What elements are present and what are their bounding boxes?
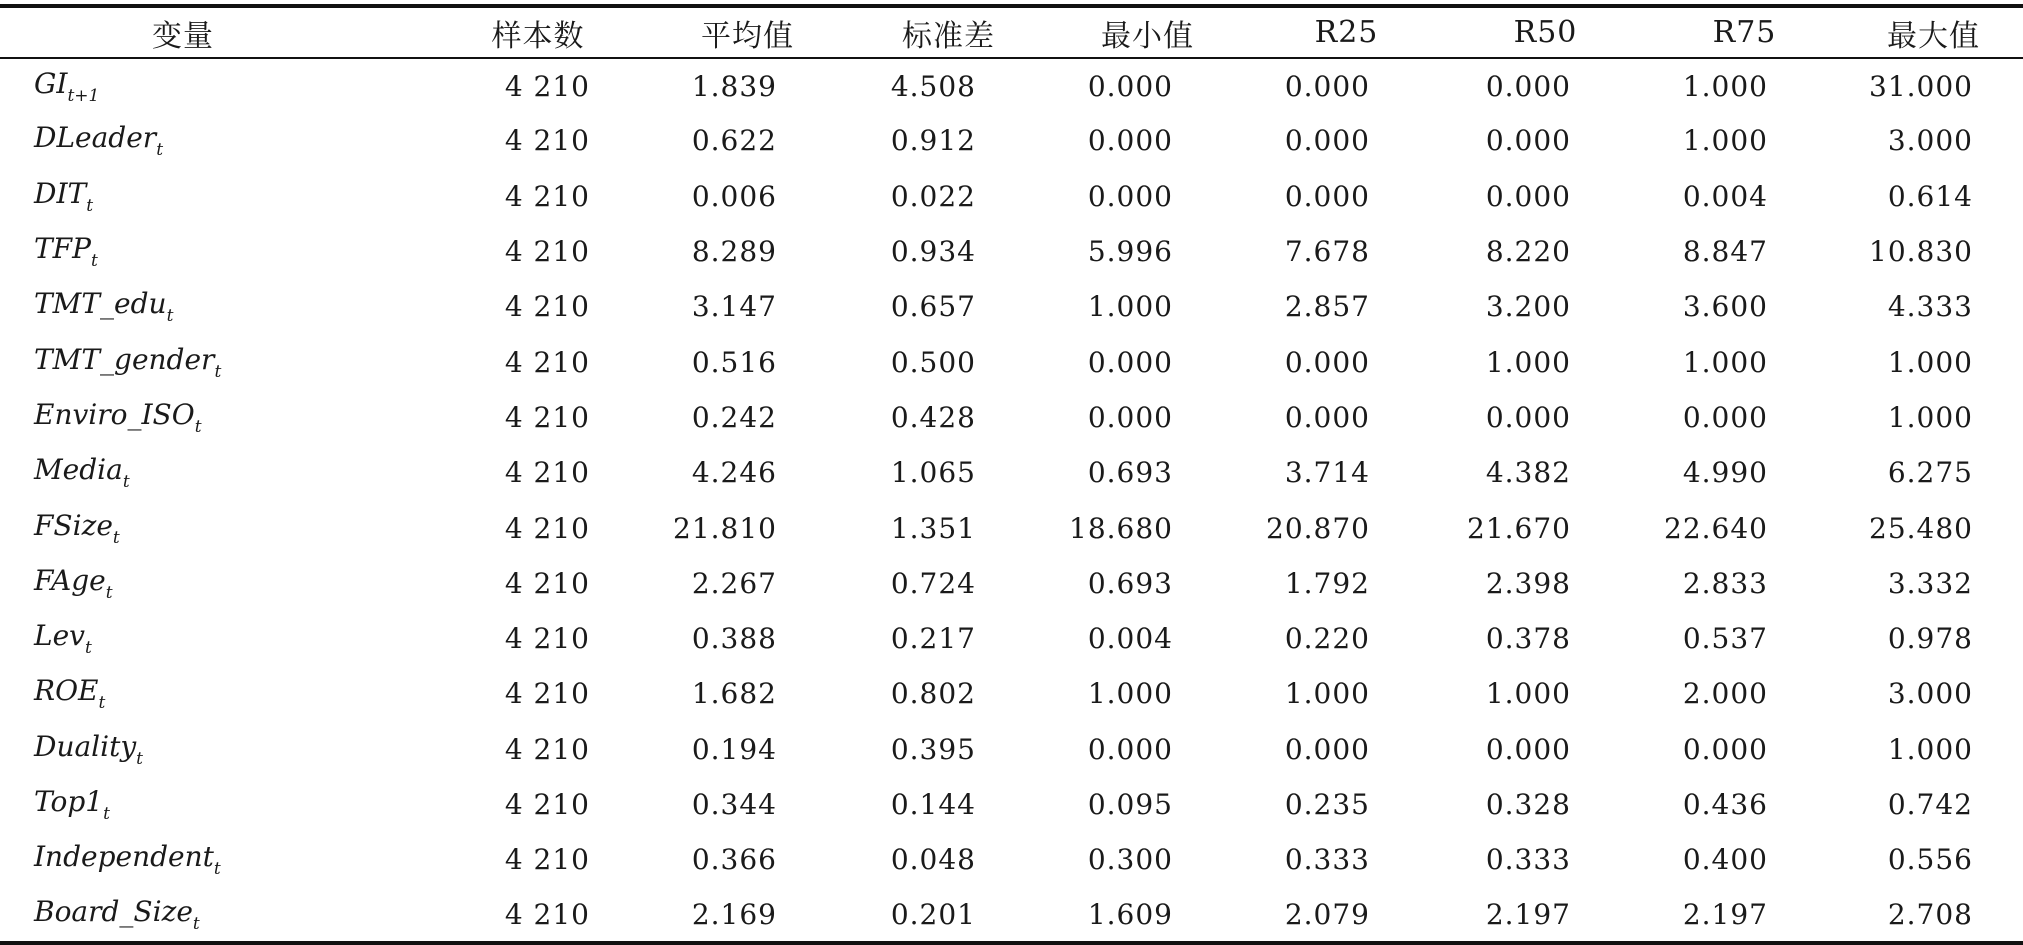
value-min: 0.000 xyxy=(1087,124,1173,158)
table-row xyxy=(0,832,2023,887)
value-std-dev: 0.144 xyxy=(890,788,976,821)
header-r50: R50 xyxy=(1446,6,1645,58)
value-max: 6.275 xyxy=(1887,456,1973,490)
value-mean: 0.242 xyxy=(691,400,777,434)
value-min: 0.000 xyxy=(1087,345,1173,379)
value-std-dev: 0.201 xyxy=(849,887,1048,942)
descriptive-statistics-table xyxy=(0,4,2023,945)
variable-name: GI xyxy=(34,66,68,100)
value-mean: 0.516 xyxy=(691,345,777,379)
variable-name: Duality xyxy=(34,729,137,763)
variable-name: Lev xyxy=(34,619,85,653)
value-max: 3.000 xyxy=(1887,677,1973,711)
value-r25: 1.000 xyxy=(1284,677,1370,711)
value-mean: 2.267 xyxy=(691,566,777,600)
value-mean: 0.622 xyxy=(691,124,777,158)
table-row xyxy=(0,224,2023,279)
value-std-dev: 1.351 xyxy=(890,511,976,545)
value-std-dev: 0.395 xyxy=(890,732,976,766)
value-r50: 2.398 xyxy=(1485,566,1571,600)
table-row xyxy=(0,777,2023,832)
table-row xyxy=(0,556,2023,611)
value-r75: 1.000 xyxy=(1682,69,1768,103)
header-max: 最大值 xyxy=(1844,6,2023,58)
variable-subscript: t xyxy=(136,748,143,769)
value-r25: 0.000 xyxy=(1284,732,1370,766)
value-mean: 0.388 xyxy=(691,622,777,656)
variable-name-cell xyxy=(0,169,430,224)
value-sample-size: 4 210 xyxy=(504,400,590,434)
value-sample-size: 4 210 xyxy=(504,622,590,656)
value-sample-size: 4 210 xyxy=(504,345,590,379)
variable-name-cell xyxy=(0,279,430,334)
value-r25: 1.792 xyxy=(1284,566,1370,600)
value-max: 1.000 xyxy=(1887,345,1973,379)
value-r50: 0.333 xyxy=(1485,843,1571,877)
variable-subscript: t xyxy=(214,361,222,382)
header-std-dev: 标准差 xyxy=(849,6,1048,58)
variable-name: TFP xyxy=(34,232,91,266)
variable-subscript: t xyxy=(84,638,92,659)
variable-subscript: t+1 xyxy=(67,85,100,106)
value-r25: 0.000 xyxy=(1284,345,1370,379)
value-r75: 2.000 xyxy=(1682,677,1768,711)
value-min: 0.300 xyxy=(1087,843,1173,877)
value-r25: 20.870 xyxy=(1266,511,1370,545)
value-r25: 0.220 xyxy=(1284,622,1370,656)
value-sample-size: 4 210 xyxy=(504,179,590,213)
value-r25: 2.857 xyxy=(1284,290,1370,324)
variable-name: Board_Size xyxy=(34,894,193,928)
value-std-dev: 0.428 xyxy=(890,400,976,434)
value-min: 0.693 xyxy=(1087,456,1173,490)
variable-name-cell xyxy=(0,224,430,279)
variable-name-cell xyxy=(0,777,430,832)
variable-name-cell xyxy=(0,722,430,777)
value-r75: 8.847 xyxy=(1682,235,1768,269)
value-max: 1.000 xyxy=(1887,732,1973,766)
variable-subscript: t xyxy=(98,693,106,714)
value-sample-size: 4 210 xyxy=(504,677,590,711)
value-r50: 21.670 xyxy=(1467,511,1571,545)
value-max: 0.978 xyxy=(1887,622,1973,656)
value-r75: 2.197 xyxy=(1645,887,1844,942)
value-sample-size: 4 210 xyxy=(504,456,590,490)
value-r50: 0.000 xyxy=(1485,732,1571,766)
value-r50: 2.197 xyxy=(1446,887,1645,942)
table-row xyxy=(0,611,2023,666)
value-min: 0.000 xyxy=(1087,732,1173,766)
value-r50: 0.000 xyxy=(1485,124,1571,158)
value-r50: 1.000 xyxy=(1485,677,1571,711)
value-r75: 3.600 xyxy=(1682,290,1768,324)
variable-name-cell xyxy=(0,390,430,445)
value-mean: 2.169 xyxy=(646,887,849,942)
variable-subscript: t xyxy=(194,416,202,437)
value-r25: 2.079 xyxy=(1247,887,1446,942)
value-r25: 0.000 xyxy=(1284,400,1370,434)
value-r75: 0.004 xyxy=(1682,179,1768,213)
value-min: 1.000 xyxy=(1087,677,1173,711)
table-row xyxy=(0,390,2023,445)
value-mean: 21.810 xyxy=(673,511,777,545)
table-row xyxy=(0,279,2023,334)
value-min: 5.996 xyxy=(1087,235,1173,269)
value-max: 3.000 xyxy=(1887,124,1973,158)
value-r75: 1.000 xyxy=(1682,124,1768,158)
header-min: 最小值 xyxy=(1048,6,1247,58)
value-r75: 0.400 xyxy=(1682,843,1768,877)
value-sample-size: 4 210 xyxy=(504,124,590,158)
variable-name: TMT_edu xyxy=(34,287,167,321)
value-std-dev: 1.065 xyxy=(890,456,976,490)
value-std-dev: 0.657 xyxy=(890,290,976,324)
value-std-dev: 0.500 xyxy=(890,345,976,379)
value-r50: 1.000 xyxy=(1485,345,1571,379)
variable-subscript: t xyxy=(166,306,174,327)
value-r75: 0.436 xyxy=(1682,788,1768,821)
variable-name-cell xyxy=(0,58,430,113)
value-min: 1.000 xyxy=(1087,290,1173,324)
value-sample-size: 4 210 xyxy=(504,69,590,103)
variable-name-cell xyxy=(0,832,430,887)
value-r25: 7.678 xyxy=(1284,235,1370,269)
variable-name: ROE xyxy=(34,674,99,708)
value-sample-size: 4 210 xyxy=(430,887,646,942)
variable-name-cell xyxy=(0,334,430,389)
value-max: 1.000 xyxy=(1887,400,1973,434)
value-r25: 0.000 xyxy=(1284,124,1370,158)
variable-name-cell xyxy=(0,611,430,666)
value-min: 0.000 xyxy=(1087,179,1173,213)
value-mean: 1.682 xyxy=(691,677,777,711)
value-min: 0.000 xyxy=(1087,400,1173,434)
variable-subscript: t xyxy=(105,582,113,603)
value-mean: 8.289 xyxy=(691,235,777,269)
value-max: 0.556 xyxy=(1887,843,1973,877)
table-row xyxy=(0,887,2023,942)
variable-name-cell xyxy=(0,500,430,555)
value-r25: 0.235 xyxy=(1284,788,1370,821)
variable-name-cell xyxy=(0,887,430,942)
value-mean: 0.194 xyxy=(691,732,777,766)
value-max: 0.742 xyxy=(1887,788,1973,821)
value-r25: 3.714 xyxy=(1284,456,1370,490)
value-std-dev: 0.022 xyxy=(890,179,976,213)
variable-subscript: t xyxy=(192,913,200,934)
value-r50: 0.000 xyxy=(1485,69,1571,103)
table-row xyxy=(0,445,2023,500)
table-row xyxy=(0,334,2023,389)
value-r75: 1.000 xyxy=(1682,345,1768,379)
value-min: 18.680 xyxy=(1069,511,1173,545)
value-r75: 4.990 xyxy=(1682,456,1768,490)
value-std-dev: 0.802 xyxy=(890,677,976,711)
variable-subscript: t xyxy=(112,527,120,548)
variable-name-cell xyxy=(0,666,430,721)
variable-name-cell xyxy=(0,113,430,168)
value-min: 1.609 xyxy=(1048,887,1247,942)
header-variable: 变量 xyxy=(0,6,430,58)
value-r50: 0.000 xyxy=(1485,179,1571,213)
value-r50: 3.200 xyxy=(1485,290,1571,324)
value-r75: 22.640 xyxy=(1664,511,1768,545)
table-row xyxy=(0,666,2023,721)
value-min: 0.095 xyxy=(1087,788,1173,821)
header-mean: 平均值 xyxy=(646,6,849,58)
table-row xyxy=(0,58,2023,113)
value-max: 31.000 xyxy=(1869,69,1973,103)
header-row xyxy=(0,6,2023,58)
variable-name: DIT xyxy=(34,176,87,210)
variable-subscript: t xyxy=(86,195,94,216)
value-sample-size: 4 210 xyxy=(504,732,590,766)
variable-subscript: t xyxy=(213,859,221,880)
value-r75: 0.537 xyxy=(1682,622,1768,656)
variable-name: DLeader xyxy=(34,121,157,155)
value-min: 0.000 xyxy=(1087,69,1173,103)
value-max: 3.332 xyxy=(1887,566,1973,600)
header-r75: R75 xyxy=(1645,6,1844,58)
value-sample-size: 4 210 xyxy=(504,788,590,821)
value-sample-size: 4 210 xyxy=(504,290,590,324)
value-mean: 1.839 xyxy=(691,69,777,103)
value-sample-size: 4 210 xyxy=(504,511,590,545)
value-sample-size: 4 210 xyxy=(504,235,590,269)
variable-name: TMT_gender xyxy=(34,342,215,376)
table-body xyxy=(0,58,2023,943)
variable-name: Enviro_ISO xyxy=(34,397,195,431)
variable-name: Media xyxy=(34,453,123,487)
variable-subscript: t xyxy=(103,804,110,824)
value-max: 0.614 xyxy=(1887,179,1973,213)
value-sample-size: 4 210 xyxy=(504,566,590,600)
value-r50: 0.378 xyxy=(1485,622,1571,656)
value-min: 0.004 xyxy=(1087,622,1173,656)
value-r50: 0.328 xyxy=(1485,788,1571,821)
value-r75: 2.833 xyxy=(1682,566,1768,600)
value-mean: 4.246 xyxy=(691,456,777,490)
value-std-dev: 0.912 xyxy=(890,124,976,158)
value-r75: 0.000 xyxy=(1682,400,1768,434)
table-row xyxy=(0,500,2023,555)
value-r50: 4.382 xyxy=(1485,456,1571,490)
variable-name: FAge xyxy=(34,563,106,597)
value-max: 4.333 xyxy=(1887,290,1973,324)
variable-subscript: t xyxy=(156,140,164,161)
value-std-dev: 0.934 xyxy=(890,235,976,269)
value-r50: 8.220 xyxy=(1485,235,1571,269)
value-sample-size: 4 210 xyxy=(504,843,590,877)
table-row xyxy=(0,169,2023,224)
value-r50: 0.000 xyxy=(1485,400,1571,434)
table-header xyxy=(0,6,2023,58)
table-row xyxy=(0,722,2023,777)
variable-subscript: t xyxy=(122,472,130,493)
value-r75: 0.000 xyxy=(1682,732,1768,766)
value-r25: 0.333 xyxy=(1284,843,1370,877)
variable-name: Independent xyxy=(34,840,214,874)
variable-name: FSize xyxy=(34,508,113,542)
variable-name: Top1 xyxy=(34,785,104,818)
value-max: 10.830 xyxy=(1869,235,1973,269)
value-std-dev: 0.217 xyxy=(890,622,976,656)
value-std-dev: 0.724 xyxy=(890,566,976,600)
variable-subscript: t xyxy=(90,251,98,272)
value-std-dev: 4.508 xyxy=(890,69,976,103)
value-max: 2.708 xyxy=(1844,887,2023,942)
header-r25: R25 xyxy=(1247,6,1446,58)
value-min: 0.693 xyxy=(1087,566,1173,600)
variable-name-cell xyxy=(0,556,430,611)
value-mean: 3.147 xyxy=(691,290,777,324)
value-std-dev: 0.048 xyxy=(890,843,976,877)
value-r25: 0.000 xyxy=(1284,179,1370,213)
value-mean: 0.366 xyxy=(691,843,777,877)
value-mean: 0.006 xyxy=(691,179,777,213)
header-sample-size: 样本数 xyxy=(430,6,646,58)
variable-name-cell xyxy=(0,445,430,500)
value-max: 25.480 xyxy=(1869,511,1973,545)
table-row xyxy=(0,113,2023,168)
value-r25: 0.000 xyxy=(1284,69,1370,103)
value-mean: 0.344 xyxy=(691,788,777,821)
